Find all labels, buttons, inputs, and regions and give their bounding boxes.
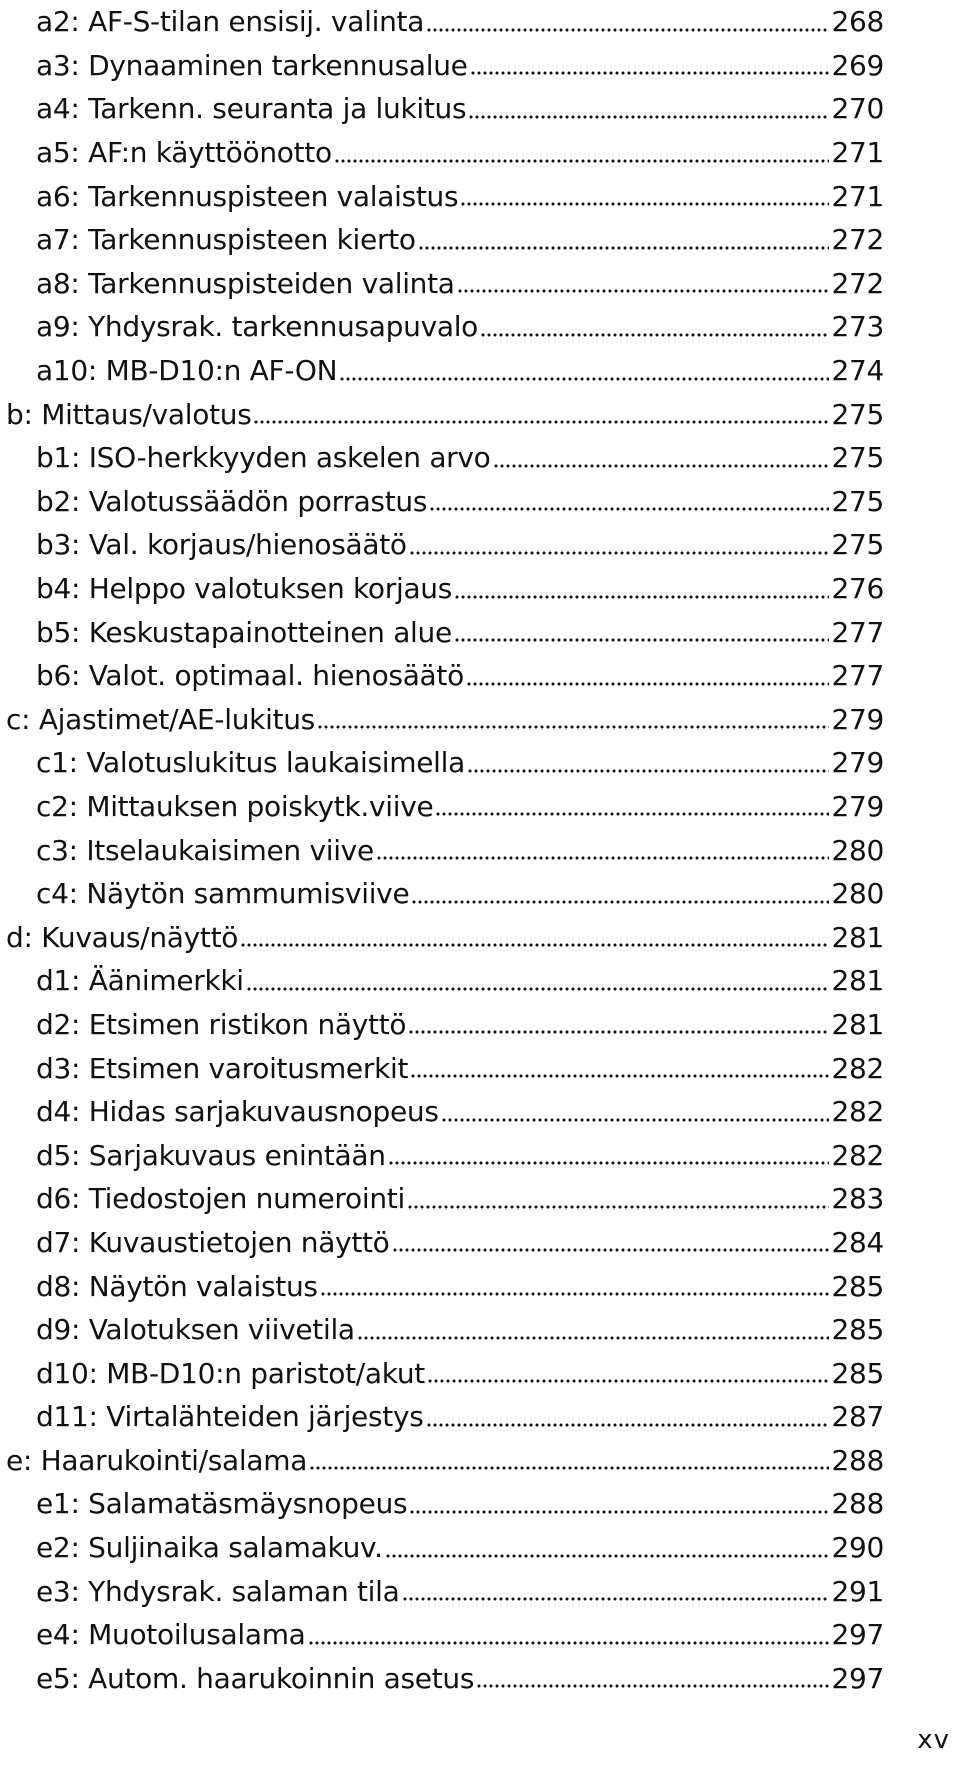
toc-dot-leader xyxy=(253,417,829,427)
toc-entry-page: 270 xyxy=(831,92,884,126)
toc-entry-label: c1: Valotuslukitus laukaisimella xyxy=(36,746,465,780)
toc-entry xyxy=(0,1177,884,1221)
toc-dot-leader xyxy=(407,1202,830,1212)
toc-entry-label: e5: Autom. haarukoinnin asetus xyxy=(36,1661,475,1695)
toc-dot-leader xyxy=(402,1594,830,1604)
toc-entry-label: e4: Muotoilusalama xyxy=(36,1618,306,1652)
toc-entry xyxy=(0,44,884,88)
toc-dot-leader xyxy=(309,1463,829,1473)
toc-entry-label: b5: Keskustapainotteinen alue xyxy=(36,615,452,649)
toc-entry-page: 273 xyxy=(831,310,884,344)
toc-entry xyxy=(0,0,884,44)
toc-entry xyxy=(0,218,884,262)
toc-entry-label: a8: Tarkennuspisteiden valinta xyxy=(36,266,455,300)
toc-entry xyxy=(0,305,884,349)
toc-section-entry xyxy=(0,392,884,436)
toc-entry-page: 275 xyxy=(831,484,884,518)
toc-entry-page: 268 xyxy=(831,5,884,39)
toc-entry xyxy=(0,1046,884,1090)
toc-entry-page: 297 xyxy=(831,1661,884,1695)
toc-dot-leader xyxy=(467,766,829,776)
toc-dot-leader xyxy=(426,1420,830,1430)
toc-dot-leader xyxy=(334,156,830,166)
toc-entry xyxy=(0,1569,884,1613)
toc-dot-leader xyxy=(460,199,829,209)
toc-entry-page: 279 xyxy=(831,789,884,823)
toc-entry-page: 277 xyxy=(831,659,884,693)
toc-entry xyxy=(0,1526,884,1570)
toc-entry-label: e2: Suljinaika salamakuv. xyxy=(36,1531,383,1565)
toc-entry xyxy=(0,567,884,611)
toc-entry-page: 291 xyxy=(831,1574,884,1608)
toc-dot-leader xyxy=(418,243,830,253)
toc-entry-label: d5: Sarjakuvaus enintään xyxy=(36,1138,386,1172)
toc-entry xyxy=(0,523,884,567)
toc-dot-leader xyxy=(392,1245,830,1255)
toc-dot-leader xyxy=(320,1289,830,1299)
toc-entry-page: 290 xyxy=(831,1531,884,1565)
toc-entry-page: 282 xyxy=(831,1051,884,1085)
toc-entry xyxy=(0,1133,884,1177)
toc-dot-leader xyxy=(385,1551,830,1561)
toc-entry-page: 272 xyxy=(831,266,884,300)
toc-dot-leader xyxy=(357,1333,830,1343)
toc-entry-label: a9: Yhdysrak. tarkennusapuvalo xyxy=(36,310,479,344)
toc-dot-leader xyxy=(470,68,830,78)
toc-entry-page: 280 xyxy=(831,877,884,911)
toc-entry-label: b4: Helppo valotuksen korjaus xyxy=(36,572,453,606)
toc-dot-leader xyxy=(410,1071,829,1081)
toc-entry-label: d2: Etsimen ristikon näyttö xyxy=(36,1007,407,1041)
toc-entry-page: 274 xyxy=(831,354,884,388)
toc-entry-page: 280 xyxy=(831,833,884,867)
toc-entry-label: a2: AF-S-tilan ensisij. valinta xyxy=(36,5,425,39)
toc-section-entry xyxy=(0,1439,884,1483)
toc-entry-label: a5: AF:n käyttöönotto xyxy=(36,136,332,170)
toc-entry-page: 275 xyxy=(831,441,884,475)
toc-dot-leader xyxy=(493,461,830,471)
toc-entry-label: c4: Näytön sammumisviive xyxy=(36,877,410,911)
toc-entry-label: c: Ajastimet/AE-lukitus xyxy=(6,702,315,736)
toc-entry-label: b: Mittaus/valotus xyxy=(6,397,252,431)
toc-dot-leader xyxy=(441,1115,830,1125)
toc-entry-page: 275 xyxy=(831,528,884,562)
toc-dot-leader xyxy=(426,25,829,35)
toc-entry-label: d9: Valotuksen viivetila xyxy=(36,1313,355,1347)
toc-entry-label: b3: Val. korjaus/hienosäätö xyxy=(36,528,407,562)
toc-entry xyxy=(0,1003,884,1047)
toc-dot-leader xyxy=(409,548,830,558)
toc-dot-leader xyxy=(246,984,830,994)
toc-section-entry xyxy=(0,915,884,959)
toc-dot-leader xyxy=(388,1158,830,1168)
toc-entry xyxy=(0,1308,884,1352)
toc-entry xyxy=(0,174,884,218)
toc-entry-page: 288 xyxy=(831,1487,884,1521)
toc-entry-page: 277 xyxy=(831,615,884,649)
toc-entry-page: 281 xyxy=(831,1007,884,1041)
toc-entry-label: a4: Tarkenn. seuranta ja lukitus xyxy=(36,92,467,126)
toc-dot-leader xyxy=(376,853,830,863)
toc-entry xyxy=(0,1657,884,1701)
toc-entry-label: d11: Virtalähteiden järjestys xyxy=(36,1400,424,1434)
toc-entry-page: 285 xyxy=(831,1313,884,1347)
toc-dot-leader xyxy=(468,112,829,122)
toc-entry-page: 284 xyxy=(831,1225,884,1259)
toc-entry-label: e3: Yhdysrak. salaman tila xyxy=(36,1574,400,1608)
toc-entry-label: d1: Äänimerkki xyxy=(36,964,244,998)
toc-entry-page: 281 xyxy=(831,964,884,998)
toc-entry-page: 285 xyxy=(831,1269,884,1303)
toc-dot-leader xyxy=(466,679,830,689)
page-number: xv xyxy=(917,1725,950,1755)
toc-entry-page: 279 xyxy=(831,746,884,780)
toc-entry xyxy=(0,872,884,916)
toc-dot-leader xyxy=(454,635,830,645)
toc-dot-leader xyxy=(411,897,829,907)
toc-entry-label: a6: Tarkennuspisteen valaistus xyxy=(36,179,459,213)
toc-entry xyxy=(0,1351,884,1395)
toc-entry-label: a10: MB-D10:n AF-ON xyxy=(36,354,338,388)
toc-dot-leader xyxy=(435,809,829,819)
toc-entry-page: 279 xyxy=(831,702,884,736)
toc-dot-leader xyxy=(240,940,829,950)
toc-entry-page: 287 xyxy=(831,1400,884,1434)
toc-entry-label: d6: Tiedostojen numerointi xyxy=(36,1182,405,1216)
toc-entry-page: 276 xyxy=(831,572,884,606)
toc-dot-leader xyxy=(429,504,829,514)
toc-entry-label: d8: Näytön valaistus xyxy=(36,1269,318,1303)
toc-entry xyxy=(0,741,884,785)
toc-entry-label: c3: Itselaukaisimen viive xyxy=(36,833,374,867)
toc-entry-page: 285 xyxy=(831,1356,884,1390)
toc-dot-leader xyxy=(457,286,830,296)
toc-dot-leader xyxy=(454,592,829,602)
toc-entry-page: 272 xyxy=(831,223,884,257)
toc-entry-label: a3: Dynaaminen tarkennusalue xyxy=(36,48,468,82)
toc-dot-leader xyxy=(476,1681,829,1691)
toc-entry xyxy=(0,1613,884,1657)
toc-dot-leader xyxy=(308,1638,830,1648)
toc-entry-page: 275 xyxy=(831,397,884,431)
toc-entry xyxy=(0,1090,884,1134)
toc-entry-page: 269 xyxy=(831,48,884,82)
toc-entry-label: d4: Hidas sarjakuvausnopeus xyxy=(36,1095,439,1129)
toc-dot-leader xyxy=(409,1507,829,1517)
toc-dot-leader xyxy=(339,374,829,384)
toc-entry xyxy=(0,480,884,524)
toc-entry xyxy=(0,349,884,393)
toc-entry-page: 288 xyxy=(831,1443,884,1477)
toc-entry xyxy=(0,828,884,872)
toc-entry-label: d7: Kuvaustietojen näyttö xyxy=(36,1225,390,1259)
toc-entry xyxy=(0,1221,884,1265)
toc-entry-page: 271 xyxy=(831,179,884,213)
toc-entry-page: 281 xyxy=(831,920,884,954)
toc-dot-leader xyxy=(427,1376,830,1386)
toc-dot-leader xyxy=(317,722,829,732)
toc-entry-page: 271 xyxy=(831,136,884,170)
toc-dot-leader xyxy=(408,1027,829,1037)
toc-entry xyxy=(0,1395,884,1439)
toc-entry xyxy=(0,436,884,480)
toc-entry xyxy=(0,654,884,698)
toc-entry xyxy=(0,131,884,175)
toc-entry-label: b6: Valot. optimaal. hienosäätö xyxy=(36,659,464,693)
toc-entry-label: b1: ISO-herkkyyden askelen arvo xyxy=(36,441,491,475)
toc-entry-page: 282 xyxy=(831,1138,884,1172)
toc-entry-label: d10: MB-D10:n paristot/akut xyxy=(36,1356,425,1390)
toc-section-entry xyxy=(0,698,884,742)
toc-entry xyxy=(0,959,884,1003)
toc-entry xyxy=(0,785,884,829)
toc-entry xyxy=(0,87,884,131)
toc-entry xyxy=(0,1482,884,1526)
toc-entry-label: c2: Mittauksen poiskytk.viive xyxy=(36,789,434,823)
toc-entry-label: d: Kuvaus/näyttö xyxy=(6,920,239,954)
toc-entry-page: 283 xyxy=(831,1182,884,1216)
toc-entry xyxy=(0,610,884,654)
toc-entry xyxy=(0,1264,884,1308)
toc-entry-page: 297 xyxy=(831,1618,884,1652)
toc-entry-label: a7: Tarkennuspisteen kierto xyxy=(36,223,416,257)
toc-entry-label: e1: Salamatäsmäysnopeus xyxy=(36,1487,408,1521)
toc-entry-label: b2: Valotussäädön porrastus xyxy=(36,484,428,518)
toc-entry-label: d3: Etsimen varoitusmerkit xyxy=(36,1051,409,1085)
toc-dot-leader xyxy=(480,330,829,340)
toc-entry-page: 282 xyxy=(831,1095,884,1129)
toc-entry xyxy=(0,262,884,306)
toc-entry-label: e: Haarukointi/salama xyxy=(6,1443,308,1477)
